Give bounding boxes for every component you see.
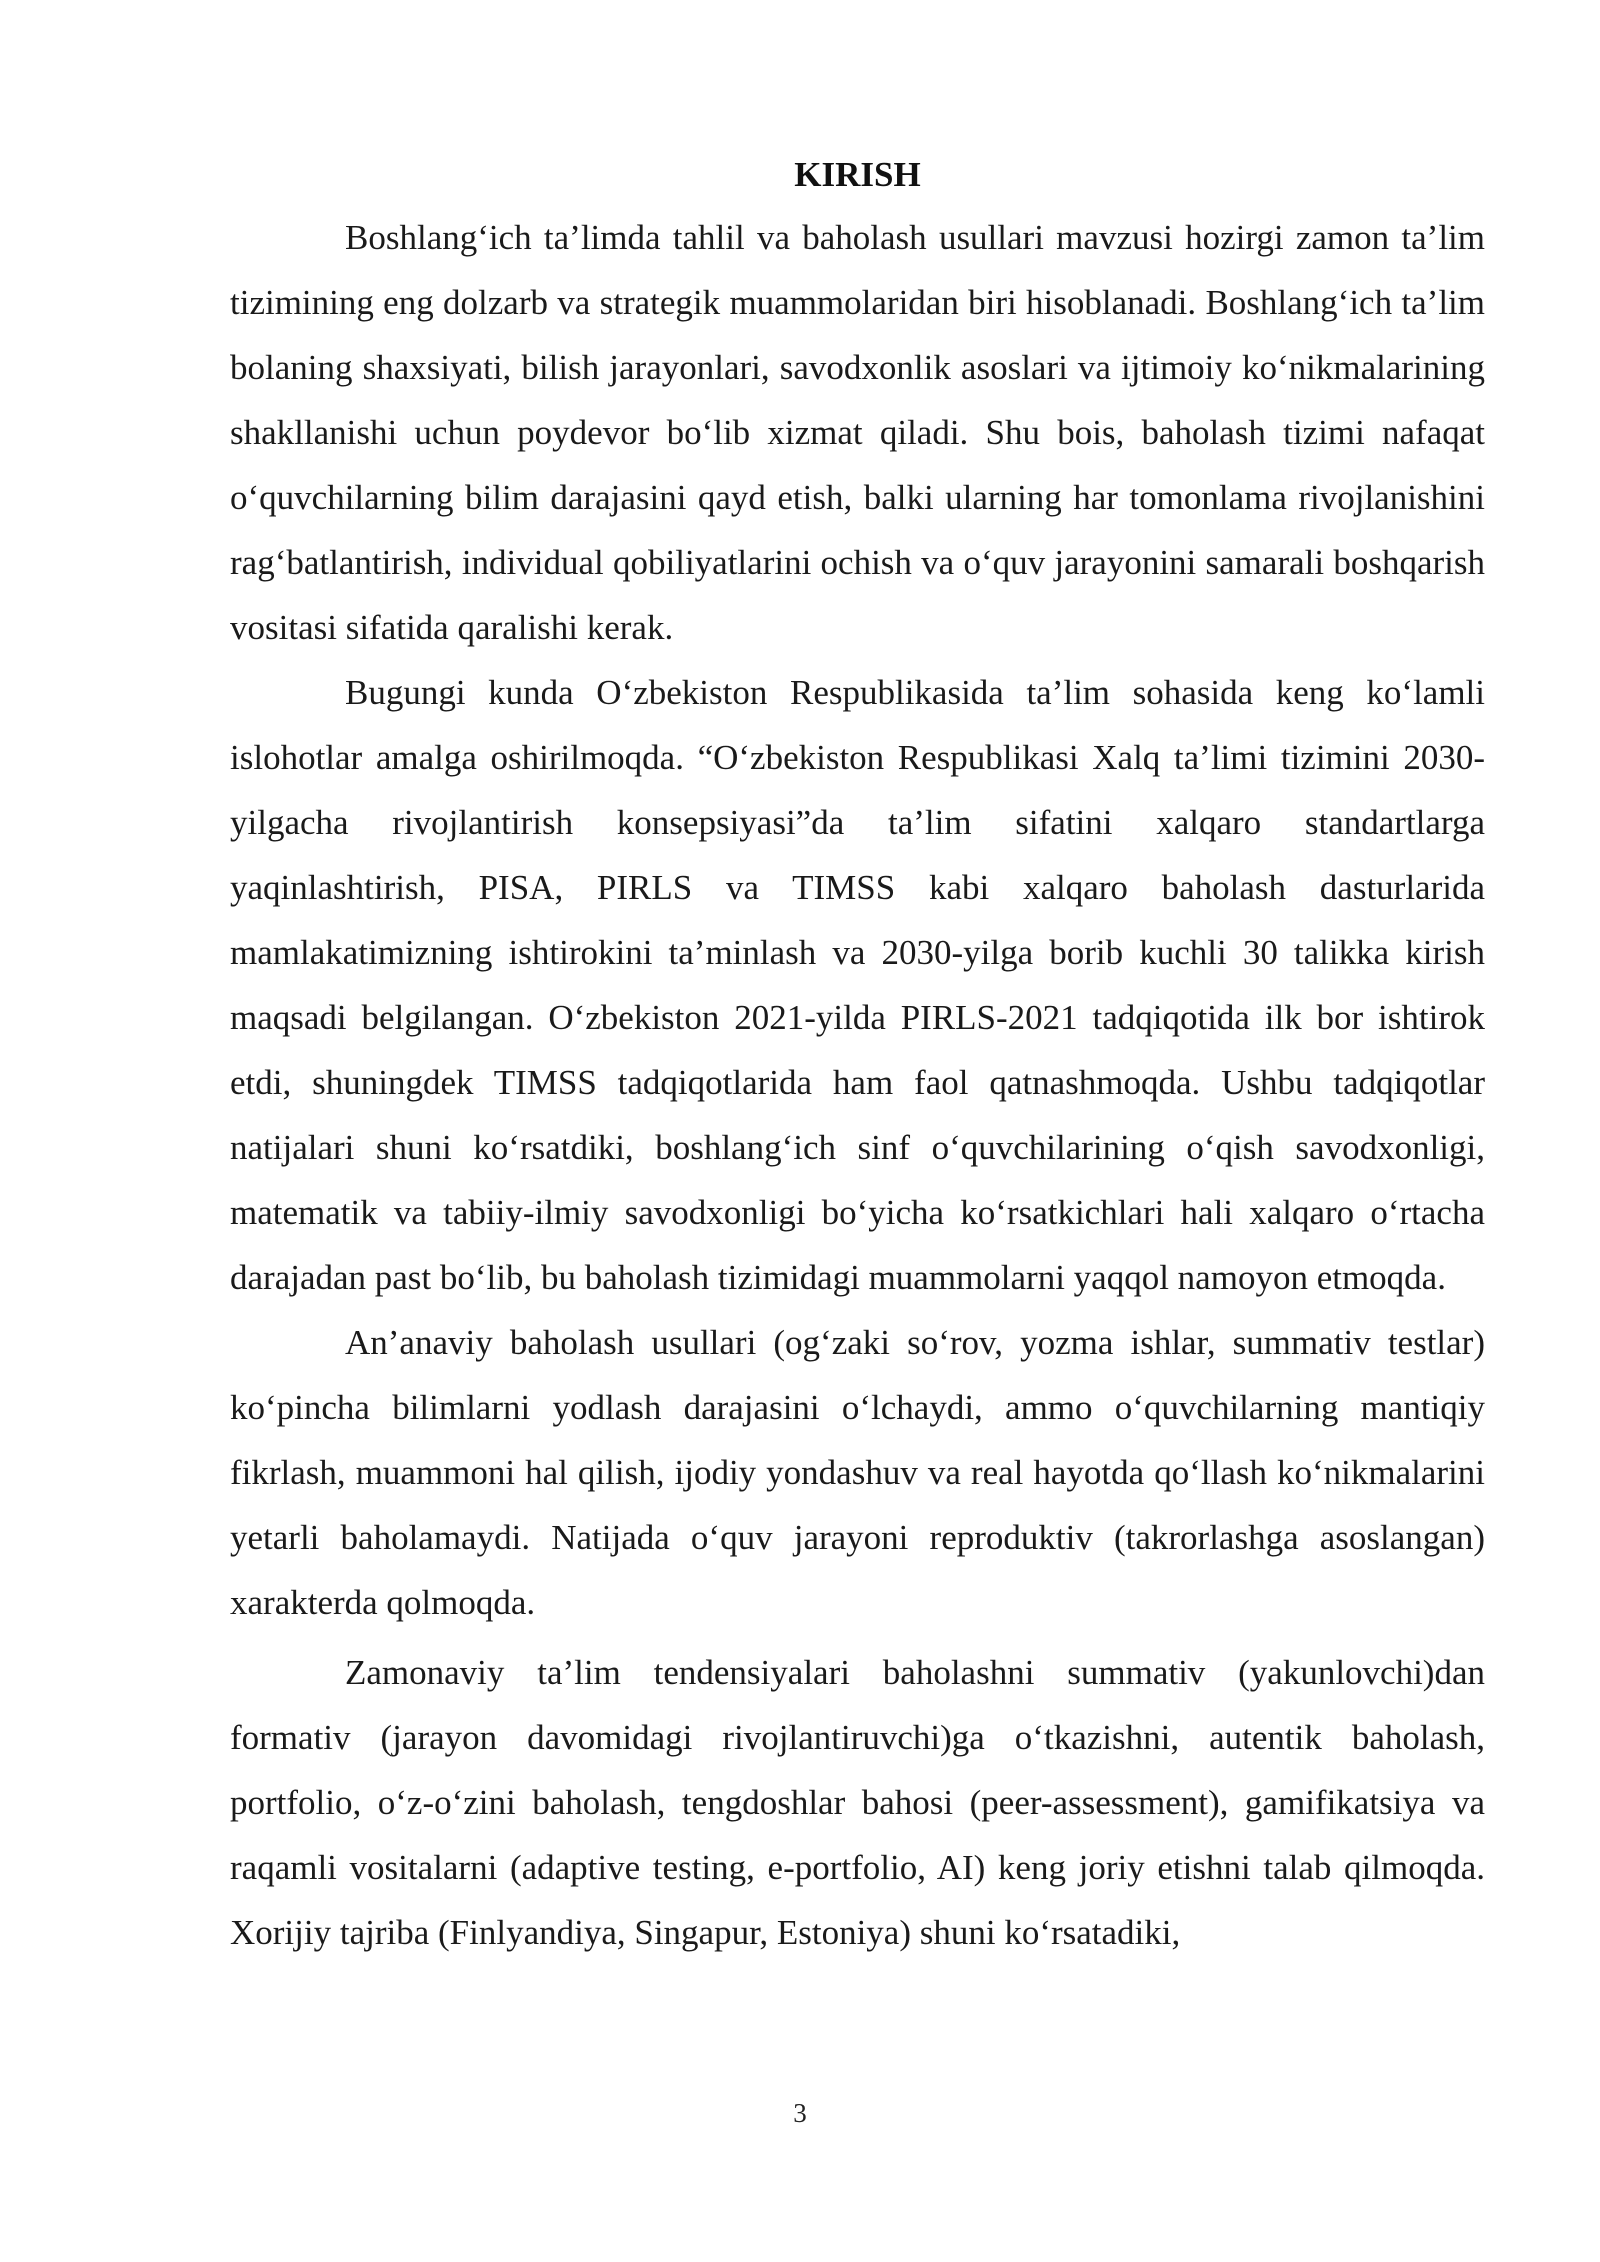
paragraph-1: Boshlang‘ich ta’limda tahlil va baholash usullari mavzusi hozirgi zamon ta’lim tizimining eng dolzarb va strategik muammolaridan biri hisoblanadi. Boshlang‘ich ta’lim bolaning shaxsiyati, bilish jarayonlari, savodxonlik asoslari va ijtimoiy ko‘nikmalarining shakllanishi uchun poydevor bo‘lib xizmat qiladi. Shu bois, baholash tizimi nafaqat o‘quvchilarning bilim darajasini qayd etish, balki ularning har tomonlama rivojlanishini rag‘batlantirish, individual qobiliyatlarini ochish va o‘quv jarayonini samarali boshqarish vositasi sifatida qaralishi kerak. [230,218,1485,647]
paragraph-4: Zamonaviy ta’lim tendensiyalari baholashni summativ (yakunlovchi)dan formativ (jarayon davomidagi rivojlantiruvchi)ga o‘tkazishni, autentik baholash, portfolio, o‘z-o‘zini baholash, tengdoshlar bahosi (peer-assessment), gamifikatsiya va raqamli vositalarni (adaptive testing, e-portfolio, AI) keng joriy etishni talab qilmoqda. Xorijiy tajriba (Finlyandiya, Singapur, Estoniya) shuni ko‘rsatadiki, [230,1653,1485,1952]
section-title: KIRISH [794,155,921,194]
page-number: 3 [793,2098,807,2128]
paragraph-2: Bugungi kunda O‘zbekiston Respublikasida ta’lim sohasida keng ko‘lamli islohotlar amalga oshirilmoqda. “O‘zbekiston Respublikasi Xalq ta’limi tizimini 2030-yilgacha rivojlantirish konsepsiyasi”da ta’lim sifatini xalqaro standartlarga yaqinlashtirish, PISA, PIRLS va TIMSS kabi xalqaro baholash dasturlarida mamlakatimizning ishtirokini ta’minlash va 2030-yilga borib kuchli 30 talikka kirish maqsadi belgilangan. O‘zbekiston 2021-yilda PIRLS-2021 tadqiqotida ilk bor ishtirok etdi, shuningdek TIMSS tadqiqotlarida ham faol qatnashmoqda. Ushbu tadqiqotlar natijalari shuni ko‘rsatdiki, boshlang‘ich sinf o‘quvchilarining o‘qish savodxonligi, matematik va tabiiy-ilmiy savodxonligi bo‘yicha ko‘rsatkichlari hali xalqaro o‘rtacha darajadan past bo‘lib, bu baholash tizimidagi muammolarni yaqqol namoyon etmoqda. [230,673,1485,1297]
page-body [230,145,1485,1965]
paragraph-3: An’anaviy baholash usullari (og‘zaki so‘rov, yozma ishlar, summativ testlar) ko‘pincha bilimlarni yodlash darajasini o‘lchaydi, ammo o‘quvchilarning mantiqiy fikrlash, muammoni hal qilish, ijodiy yondashuv va real hayotda qo‘llash ko‘nikmalarini yetarli baholamaydi. Natijada o‘quv jarayoni reproduktiv (takrorlashga asoslangan) xarakterda qolmoqda. [230,1323,1485,1622]
